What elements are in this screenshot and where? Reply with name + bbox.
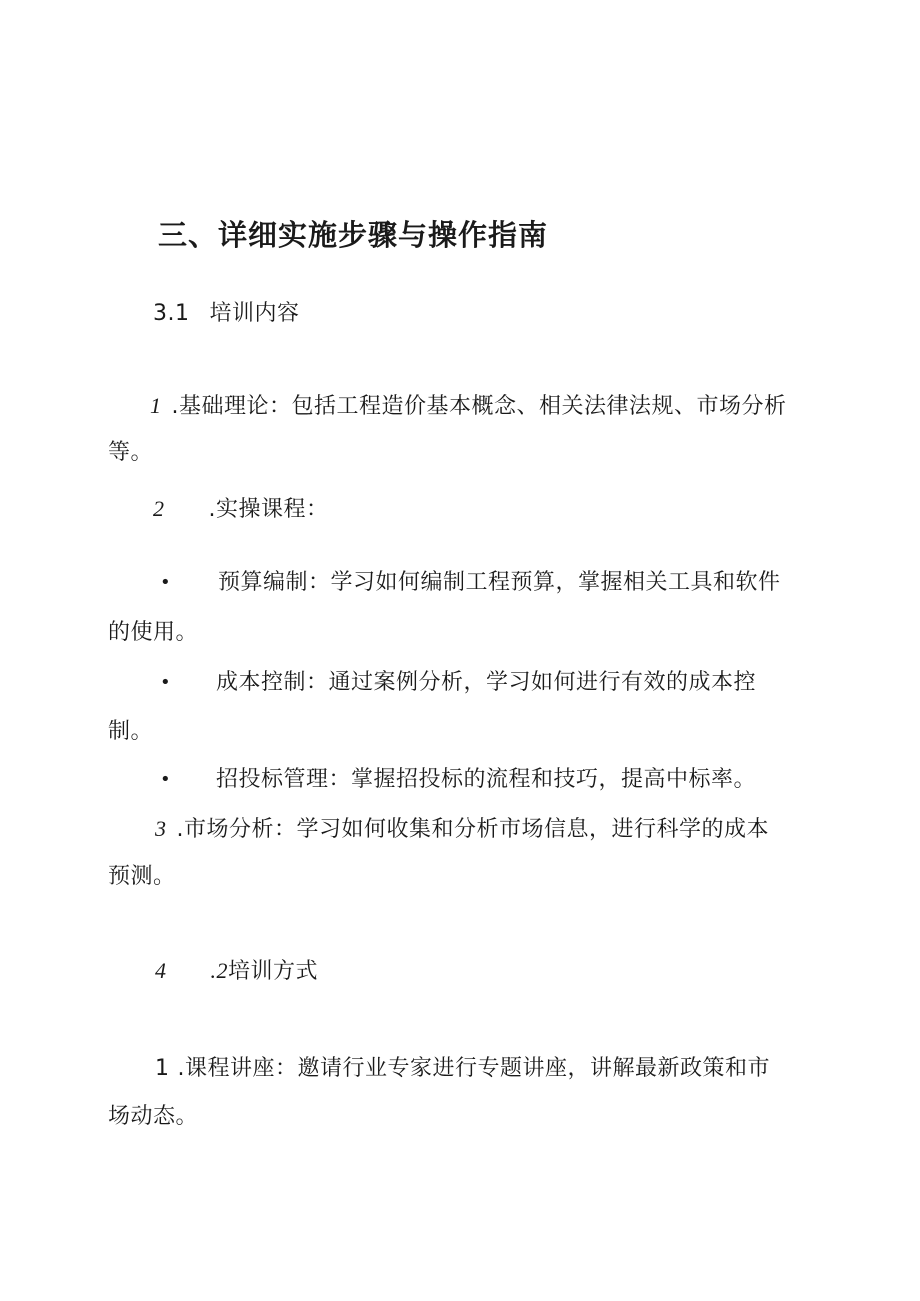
subsection-heading-training-content [153,301,300,327]
subsection-title: 培训方式 [228,959,319,984]
item-number: 1 [155,1056,170,1081]
bullet-item-text: 成本控制：通过案例分析，学习如何进行有效的成本控 [216,670,757,695]
list-item-continuation: 场动态。 [108,1104,199,1129]
subsection-title: 培训内容 [209,301,300,326]
item-text: .市场分析：学习如何收集和分析市场信息，进行科学的成本 [176,817,769,842]
bullet-icon: • [160,769,171,790]
item-text: .实操课程： [208,497,329,522]
bullet-item-continuation: 的使用。 [108,620,199,645]
bullet-item-text: 预算编制：学习如何编制工程预算，掌握相关工具和软件 [218,570,781,595]
item-text: .课程讲座：邀请行业专家进行专题讲座，讲解最新政策和市 [177,1056,770,1081]
item-number: 3 [155,816,167,841]
list-item-market-analysis [155,816,769,843]
item-number: 2 [153,496,165,521]
bullet-icon: • [160,572,171,593]
list-item-continuation: 预测。 [108,864,176,889]
list-item-practical-courses [153,496,329,523]
bullet-item-text: 招投标管理：掌握招投标的流程和技巧，提高中标率。 [216,767,757,792]
section-heading: 三、详细实施步骤与操作指南 [158,218,549,252]
list-item-lectures [155,1056,770,1082]
subsection-heading-training-method [155,958,318,985]
list-item-basic-theory [150,393,787,420]
subsection-number: 4 [155,958,167,983]
bullet-icon: • [160,672,171,693]
bullet-item-continuation: 制。 [108,719,154,744]
subsection-number-suffix: .2 [210,958,228,983]
item-text: .基础理论：包括工程造价基本概念、相关法律法规、市场分析 [171,394,787,419]
subsection-number: 3.1 [153,301,190,326]
list-item-continuation: 等。 [108,440,154,465]
item-number: 1 [150,393,162,418]
